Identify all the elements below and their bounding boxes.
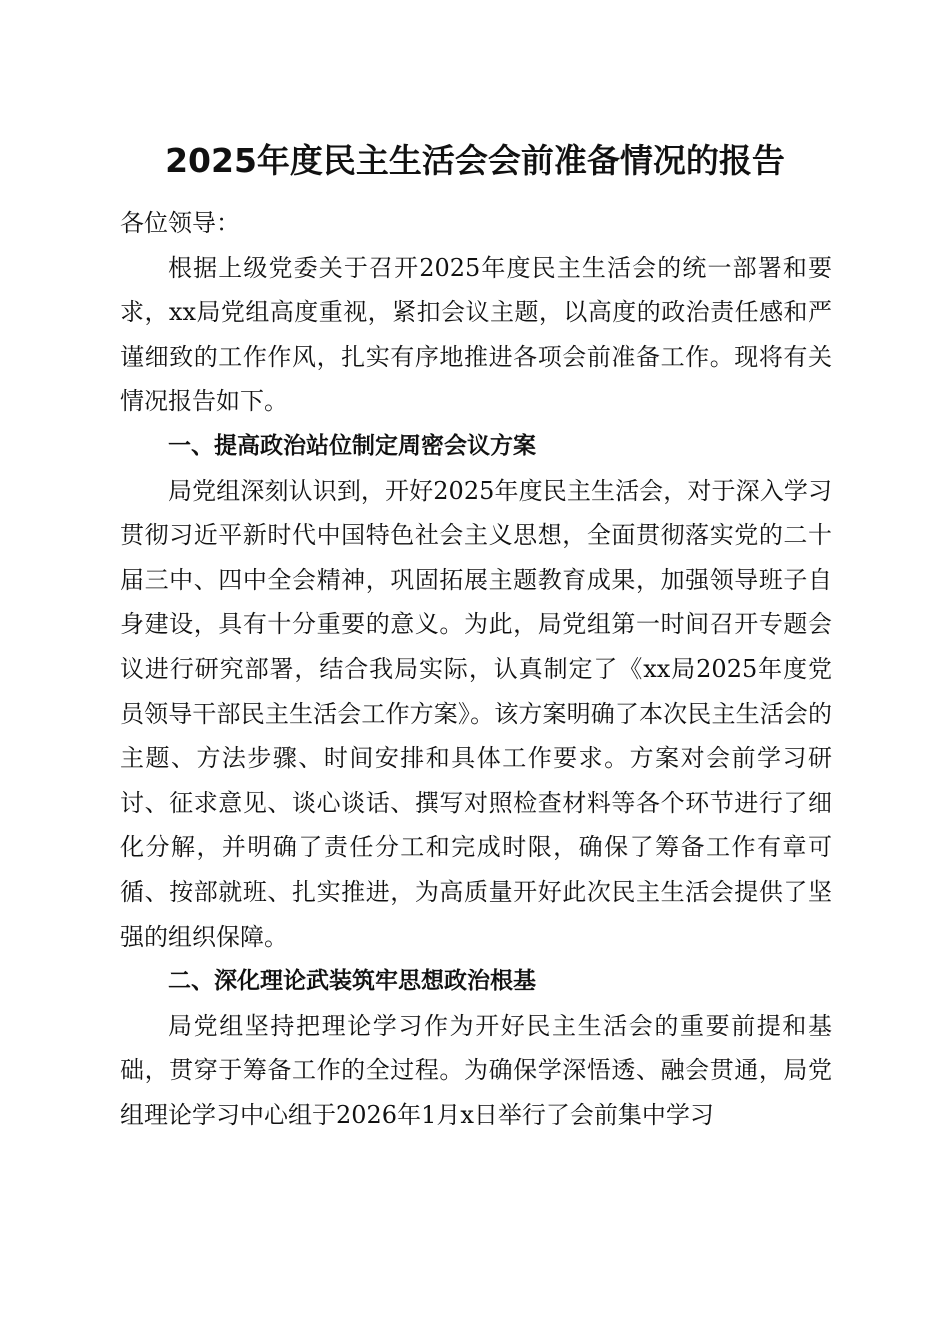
intro-paragraph: 根据上级党委关于召开2025年度民主生活会的统一部署和要求，xx局党组高度重视，紧扣会议主题，以高度的政治责任感和严谨细致的工作作风，扎实有序地推进各项会前准备工作。现将有关情况报告如下。 [120, 253, 832, 416]
section-1-paragraph: 局党组深刻认识到，开好2025年度民主生活会，对于深入学习贯彻习近平新时代中国特色社会主义思想，全面贯彻落实党的二十届三中、四中全会精神，巩固拓展主题教育成果，加强领导班子自身建设，具有十分重要的意义。为此，局党组第一时间召开专题会议进行研究部署，结合我局实际，认真制定了《xx局2025年度党员领导干部民主生活会工作方案》。该方案明确了本次民主生活会的主题、方法步骤、时间安排和具体工作要求。方案对会前学习研讨、征求意见、谈心谈话、撰写对照检查材料等各个环节进行了细化分解，并明确了责任分工和完成时限，确保了筹备工作有章可循、按部就班、扎实推进，为高质量开好此次民主生活会提供了坚强的组织保障。 [120, 476, 832, 951]
section-2-heading: 二、深化理论武装筑牢思想政治根基 [168, 968, 536, 995]
section-1-heading: 一、提高政治站位制定周密会议方案 [168, 432, 536, 459]
document-title: 2025年度民主生活会会前准备情况的报告 [165, 141, 785, 180]
salutation: 各位领导： [120, 209, 240, 237]
section-2-paragraph: 局党组坚持把理论学习作为开好民主生活会的重要前提和基础，贯穿于筹备工作的全过程。为确保学深悟透、融会贯通，局党组理论学习中心组于2026年1月x日举行了会前集中学习 [120, 1011, 832, 1129]
document-body [120, 201, 832, 1137]
